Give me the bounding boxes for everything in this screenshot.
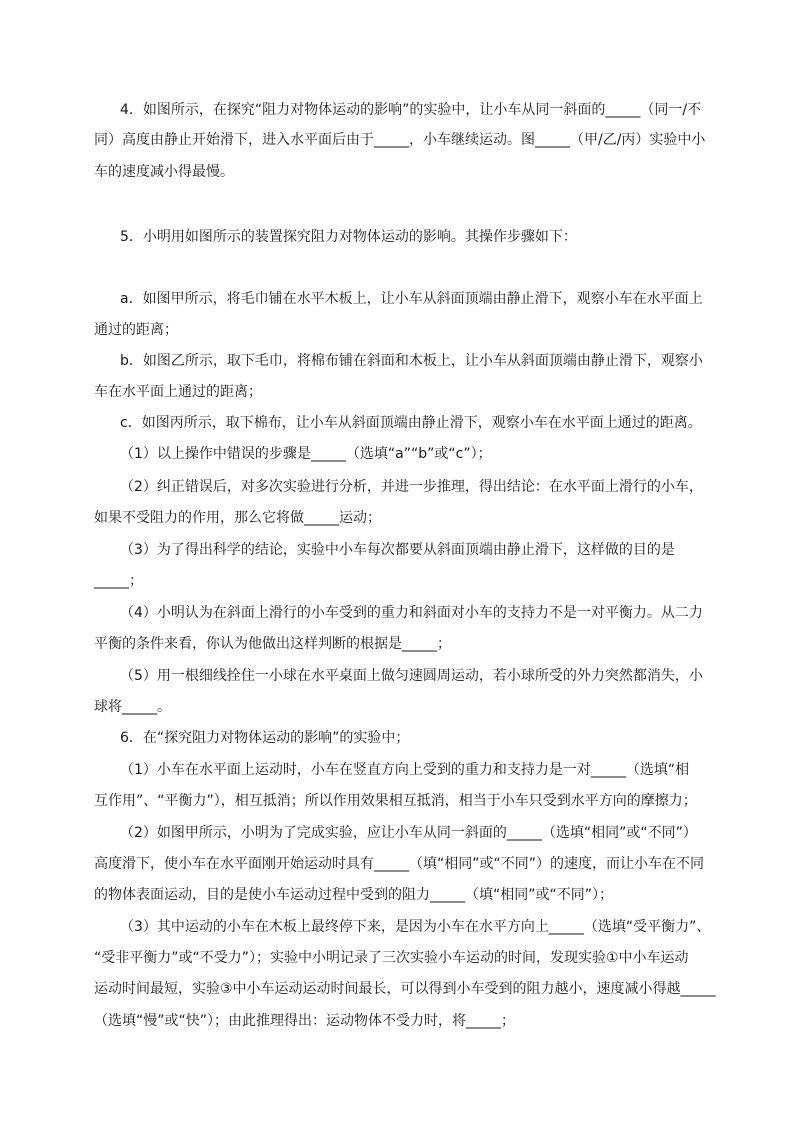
q5-sub-3-line-2: _____；: [94, 573, 143, 589]
q6-sub-3-line-1: （3）其中运动的小车在木板上最终停下来，是因为小车在水平方向上_____（选填“受平衡力”、: [120, 919, 711, 935]
q6-sub-2-line-3: 的物体表面运动，目的是使小车运动过程中受到的阻力_____（填“相同”或“不同”）；: [94, 887, 614, 903]
q4-line-2: 同）高度由静止开始滑下，进入水平面后由于_____，小车继续运动。图_____（甲/乙/丙）实验中小: [94, 132, 706, 148]
q6-sub-3-line-3: 运动时间最短，实验③中小车运动运动时间最长，可以得到小车受到的阻力越小，速度减小得越_____: [94, 981, 716, 997]
q4-line-3: 车的速度减小得最慢。: [94, 164, 234, 180]
q6-intro: 6．在“探究阻力对物体运动的影响”的实验中；: [120, 730, 410, 746]
q5-step-c-line-1: c．如图丙所示，取下棉布，让小车从斜面顶端由静止滑下，观察小车在水平面上通过的距离。: [120, 415, 702, 431]
q5-step-b-line-1: b．如图乙所示，取下毛巾，将棉布铺在斜面和木板上，让小车从斜面顶端由静止滑下，观察小: [120, 353, 703, 369]
q6-sub-3-line-2: “受非平衡力”或“不受力”）；实验中小明记录了三次实验小车运动的时间，发现实验①中小车运动: [94, 950, 689, 966]
q5-sub-2-line-2: 如果不受阻力的作用，那么它将做_____运动；: [94, 510, 381, 526]
q5-sub-5-line-1: （5）用一根细线拴住一小球在水平桌面上做匀速圆周运动，若小球所受的外力突然都消失，小: [120, 668, 703, 684]
q5-sub-1: （1）以上操作中错误的步骤是_____（选填“a”“b”或“c”）；: [120, 446, 492, 462]
q5-sub-5-line-2: 球将_____。: [94, 699, 171, 715]
q6-sub-1-line-2: 互作用”、“平衡力”），相互抵消；所以作用效果相互抵消，相当于小车只受到水平方向的摩擦力；: [94, 793, 697, 809]
q5-step-b-line-2: 车在水平面上通过的距离；: [94, 384, 262, 400]
q6-sub-3-line-4: （选填“慢”或“快”）；由此推理得出：运动物体不受力时，将_____；: [94, 1013, 516, 1029]
q5-sub-4-line-1: （4）小明认为在斜面上滑行的小车受到的重力和斜面对小车的支持力不是一对平衡力。从二力: [120, 605, 703, 621]
q5-sub-4-line-2: 平衡的条件来看，你认为他做出这样判断的根据是_____；: [94, 636, 451, 652]
q5-sub-2-line-1: （2）纠正错误后，对多次实验进行分析，并进一步推理，得出结论：在水平面上滑行的小车，: [120, 479, 703, 495]
q4-line-1: 4．如图所示，在探究“阻力对物体运动的影响”的实验中，让小车从同一斜面的_____（同一/不: [120, 102, 702, 118]
q6-sub-2-line-2: 高度滑下，使小车在水平面刚开始运动时具有_____（填“相同”或“不同”）的速度，而让小车在不同: [94, 856, 705, 872]
q6-sub-2-line-1: （2）如图甲所示，小明为了完成实验，应让小车从同一斜面的_____（选填“相同”或“不同”）: [120, 825, 697, 841]
q5-step-a-line-2: 通过的距离；: [94, 322, 178, 338]
q5-intro: 5．小明用如图所示的装置探究阻力对物体运动的影响。其操作步骤如下：: [120, 229, 577, 245]
q5-sub-3-line-1: （3）为了得出科学的结论，实验中小车每次都要从斜面顶端由静止滑下，这样做的目的是: [120, 542, 675, 558]
q5-step-a-line-1: a．如图甲所示，将毛巾铺在水平木板上，让小车从斜面顶端由静止滑下，观察小车在水平面上: [120, 291, 703, 307]
q6-sub-1-line-1: （1）小车在水平面上运动时，小车在竖直方向上受到的重力和支持力是一对_____（选填“相: [120, 762, 690, 778]
